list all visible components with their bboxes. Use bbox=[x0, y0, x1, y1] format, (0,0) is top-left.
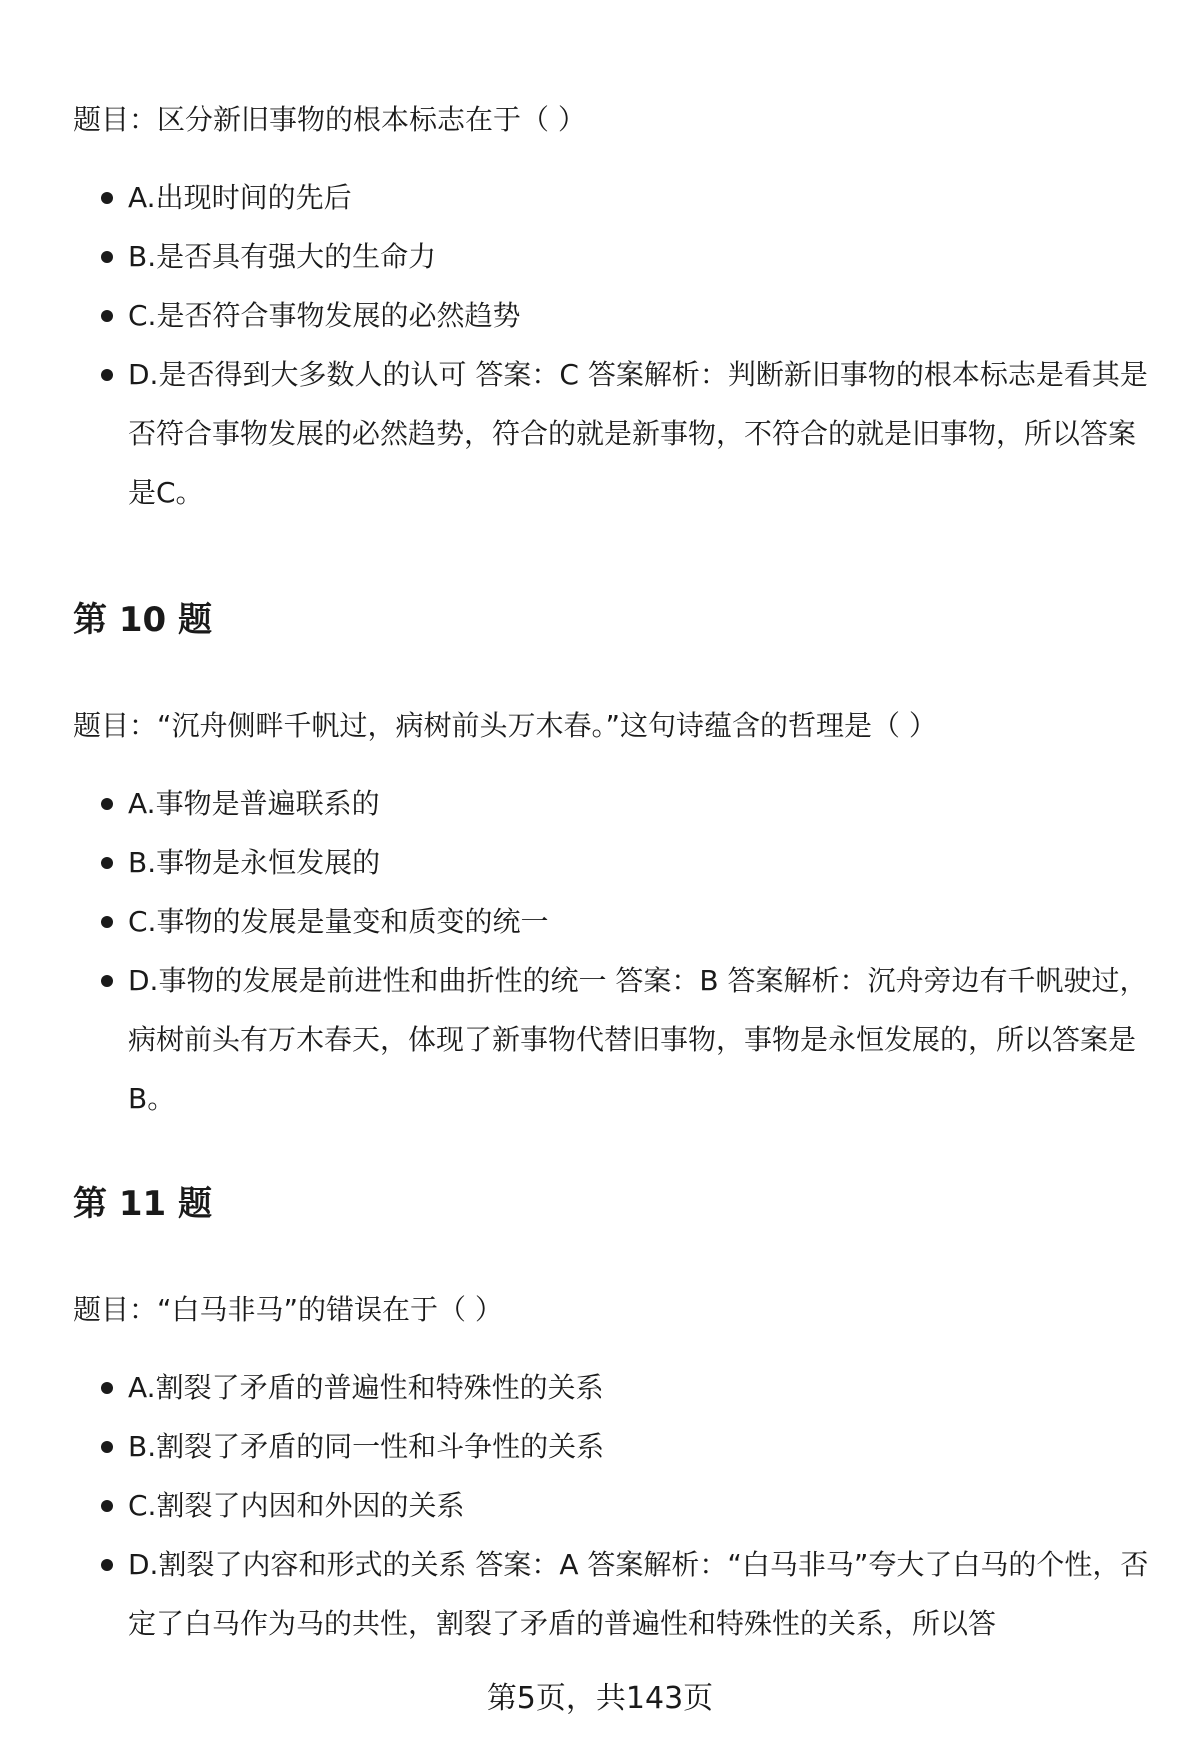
bullet-icon bbox=[101, 192, 113, 204]
bullet-icon bbox=[101, 798, 113, 810]
option-text: B.是否具有强大的生命力 bbox=[128, 240, 437, 273]
option-text-with-answer: D.割裂了内容和形式的关系 答案：A 答案解析：“白马非马”夸大了白马的个性，否定了白马作为马的共性，割裂了矛盾的普遍性和特殊性的关系，所以答 bbox=[128, 1548, 1149, 1640]
question-heading: 第 11 题 bbox=[73, 1184, 212, 1224]
option-item bbox=[73, 951, 1153, 1128]
option-item bbox=[73, 286, 1153, 345]
question-heading: 第 10 题 bbox=[73, 600, 212, 640]
bullet-icon bbox=[101, 1500, 113, 1512]
bullet-icon bbox=[101, 369, 113, 381]
bullet-icon bbox=[101, 310, 113, 322]
question-stem: 题目：区分新旧事物的根本标志在于（ ） bbox=[73, 103, 586, 136]
page-number: 第5页，共143页 bbox=[486, 1681, 714, 1716]
option-item bbox=[73, 168, 1153, 227]
option-text: A.出现时间的先后 bbox=[128, 181, 352, 214]
option-text: A.割裂了矛盾的普遍性和特殊性的关系 bbox=[128, 1371, 604, 1404]
option-text-with-answer: D.是否得到大多数人的认可 答案：C 答案解析：判断新旧事物的根本标志是看其是否符合事物发展的必然趋势，符合的就是新事物，不符合的就是旧事物，所以答案是C。 bbox=[128, 358, 1148, 509]
option-item bbox=[73, 345, 1153, 522]
option-list bbox=[73, 1358, 1153, 1653]
option-text: C.割裂了内因和外因的关系 bbox=[128, 1489, 465, 1522]
bullet-icon bbox=[101, 975, 113, 987]
question-11 bbox=[73, 1184, 1153, 1653]
option-text: C.是否符合事物发展的必然趋势 bbox=[128, 299, 521, 332]
bullet-icon bbox=[101, 251, 113, 263]
bullet-icon bbox=[101, 1559, 113, 1571]
option-list bbox=[73, 168, 1153, 522]
bullet-icon bbox=[101, 1441, 113, 1453]
option-item bbox=[73, 1535, 1153, 1653]
option-item bbox=[73, 892, 1153, 951]
option-text: A.事物是普遍联系的 bbox=[128, 787, 380, 820]
option-item bbox=[73, 1476, 1153, 1535]
option-list bbox=[73, 774, 1153, 1128]
option-item bbox=[73, 774, 1153, 833]
option-text: B.割裂了矛盾的同一性和斗争性的关系 bbox=[128, 1430, 605, 1463]
question-stem: 题目：“沉舟侧畔千帆过，病树前头万木春。”这句诗蕴含的哲理是（ ） bbox=[73, 709, 937, 742]
bullet-icon bbox=[101, 857, 113, 869]
option-text-with-answer: D.事物的发展是前进性和曲折性的统一 答案：B 答案解析：沉舟旁边有千帆驶过，病树前头有万木春天，体现了新事物代替旧事物，事物是永恒发展的，所以答案是B。 bbox=[128, 964, 1148, 1115]
option-text: B.事物是永恒发展的 bbox=[128, 846, 381, 879]
question-10 bbox=[73, 600, 1153, 1128]
option-item bbox=[73, 227, 1153, 286]
option-item bbox=[73, 1358, 1153, 1417]
question-stem: 题目：“白马非马”的错误在于（ ） bbox=[73, 1293, 503, 1326]
question-9 bbox=[73, 100, 1153, 522]
bullet-icon bbox=[101, 916, 113, 928]
option-item bbox=[73, 1417, 1153, 1476]
bullet-icon bbox=[101, 1382, 113, 1394]
option-text: C.事物的发展是量变和质变的统一 bbox=[128, 905, 549, 938]
option-item bbox=[73, 833, 1153, 892]
